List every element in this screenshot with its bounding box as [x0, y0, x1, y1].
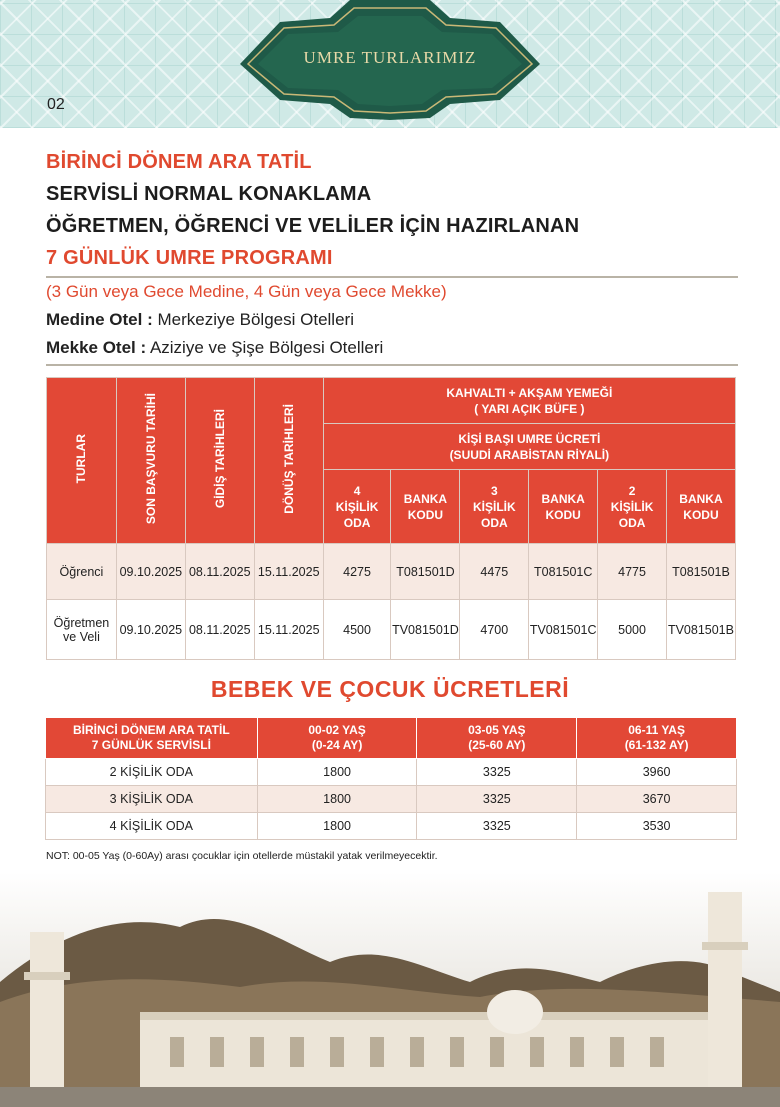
cell-bank-3: T081501C	[529, 544, 598, 600]
cell-bank-2: T081501B	[666, 544, 735, 600]
title-banner	[240, 0, 540, 128]
divider	[46, 364, 738, 366]
heading-line-program: 7 GÜNLÜK UMRE PROGRAMI	[46, 247, 333, 269]
cell-gidis: 08.11.2025	[185, 600, 254, 660]
cell-price-4: 4275	[323, 544, 391, 600]
price-cell: 1800	[257, 759, 417, 786]
medine-hotel-value: Merkeziye Bölgesi Otelleri	[152, 310, 354, 329]
table-row	[47, 544, 736, 600]
page-number: 02	[47, 96, 65, 113]
note-text: NOT: 00-05 Yaş (0-60Ay) arası çocuklar için otellerde müstakil yatak verilmeyecektir.	[46, 850, 438, 862]
price-cell: 1800	[257, 813, 417, 840]
banner-title: UMRE TURLARIMIZ	[303, 48, 477, 67]
heading-line-audience: ÖĞRETMEN, ÖĞRENCİ VE VELİLER İÇİN HAZIRLANAN	[46, 215, 580, 237]
cell-bank-4: T081501D	[391, 544, 460, 600]
row-label: Öğretmen ve Veli	[47, 600, 117, 660]
header-price-per-person: KİŞİ BAŞI UMRE ÜCRETİ (SUUDİ ARABİSTAN RİYALİ)	[323, 424, 735, 470]
child-price-table	[45, 717, 737, 840]
mekke-hotel-value: Aziziye ve Şişe Bölgesi Otelleri	[146, 338, 384, 357]
cell-price-3: 4700	[460, 600, 529, 660]
price-cell: 3325	[417, 759, 577, 786]
cell-price-4: 4500	[323, 600, 391, 660]
cell-gidis: 08.11.2025	[185, 544, 254, 600]
mosque-photo	[0, 872, 780, 1107]
header-gidis: GİDİŞ TARİHLERİ	[185, 378, 254, 544]
room-type: 4 KİŞİLİK ODA	[46, 813, 258, 840]
mekke-hotel-label: Mekke Otel :	[46, 338, 147, 357]
cell-price-3: 4475	[460, 544, 529, 600]
header-room-3: 3 KİŞİLİK ODA	[460, 470, 529, 544]
cell-donus: 15.11.2025	[254, 600, 323, 660]
room-type: 2 KİŞİLİK ODA	[46, 759, 258, 786]
cell-son-basvuru: 09.10.2025	[116, 600, 185, 660]
row-label: Öğrenci	[47, 544, 117, 600]
cell-bank-2: TV081501B	[666, 600, 735, 660]
header-age-06-11: 06-11 YAŞ (61-132 AY)	[577, 718, 737, 759]
header-age-03-05: 03-05 YAŞ (25-60 AY)	[417, 718, 577, 759]
program-duration: (3 Gün veya Gece Medine, 4 Gün veya Gece Mekke)	[46, 282, 447, 301]
header-meal-plan: KAHVALTI + AKŞAM YEMEĞİ ( YARI AÇIK BÜFE )	[323, 378, 735, 424]
header-bank-code: BANKA KODU	[529, 470, 598, 544]
header-room-2: 2 KİŞİLİK ODA	[598, 470, 667, 544]
cell-son-basvuru: 09.10.2025	[116, 544, 185, 600]
room-type: 3 KİŞİLİK ODA	[46, 786, 258, 813]
program-heading	[46, 146, 738, 366]
header-son-basvuru: SON BAŞVURU TARİHİ	[116, 378, 185, 544]
heading-line-period: BİRİNCİ DÖNEM ARA TATİL	[46, 151, 312, 173]
cell-bank-4: TV081501D	[391, 600, 460, 660]
heading-line-service: SERVİSLİ NORMAL KONAKLAMA	[46, 183, 372, 205]
medine-hotel-label: Medine Otel :	[46, 310, 153, 329]
header-room-4: 4 KİŞİLİK ODA	[323, 470, 391, 544]
price-cell: 3960	[577, 759, 737, 786]
price-cell: 3325	[417, 813, 577, 840]
header-donus: DÖNÜŞ TARİHLERİ	[254, 378, 323, 544]
header-age-00-02: 00-02 YAŞ (0-24 AY)	[257, 718, 417, 759]
header-bank-code: BANKA KODU	[666, 470, 735, 544]
table-row	[46, 786, 737, 813]
table-row	[47, 600, 736, 660]
cell-price-2: 5000	[598, 600, 667, 660]
mekke-hotel-line	[46, 334, 738, 362]
table-row	[46, 813, 737, 840]
cell-price-2: 4775	[598, 544, 667, 600]
price-cell: 1800	[257, 786, 417, 813]
price-cell: 3670	[577, 786, 737, 813]
header-period: BİRİNCİ DÖNEM ARA TATİL 7 GÜNLÜK SERVİSLİ	[46, 718, 258, 759]
medine-hotel-line	[46, 306, 738, 334]
child-prices-title: BEBEK VE ÇOCUK ÜCRETLERİ	[210, 676, 570, 702]
header-turlar: TURLAR	[47, 378, 117, 544]
umre-price-table	[46, 377, 736, 660]
cell-donus: 15.11.2025	[254, 544, 323, 600]
header-bank-code: BANKA KODU	[391, 470, 460, 544]
table-row	[46, 759, 737, 786]
price-cell: 3530	[577, 813, 737, 840]
cell-bank-3: TV081501C	[529, 600, 598, 660]
price-cell: 3325	[417, 786, 577, 813]
